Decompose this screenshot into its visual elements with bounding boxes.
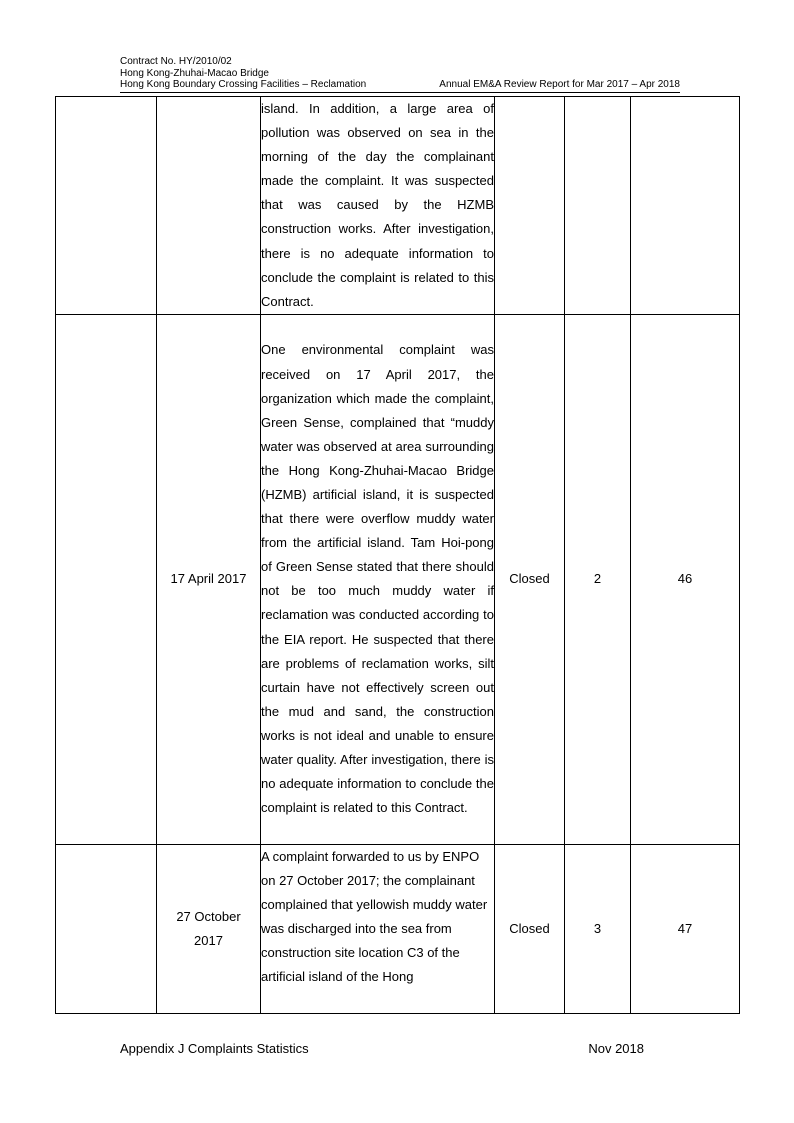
page-header bbox=[120, 56, 680, 93]
table-row bbox=[56, 314, 740, 844]
table-row bbox=[56, 844, 740, 1013]
complaint-date: 17 April 2017 bbox=[157, 314, 261, 844]
complaint-date: 27 October 2017 bbox=[157, 844, 261, 1013]
contract-number: Contract No. HY/2010/02 bbox=[120, 56, 232, 67]
complaint-number: 2 bbox=[565, 314, 631, 844]
complaint-description: A complaint forwarded to us by ENPO on 27 October 2017; the complainant complained that yellowish muddy water was discharged into the sea from construction site location C3 of the artificial island of the Hong bbox=[261, 844, 495, 1013]
row-blank-cell bbox=[56, 97, 157, 315]
complaints-table bbox=[55, 96, 740, 1014]
row-blank-cell bbox=[56, 844, 157, 1013]
complaint-status: Closed bbox=[495, 314, 565, 844]
complaint-status bbox=[495, 97, 565, 315]
complaint-description: One environmental complaint was received on 17 April 2017, the organization which made the complaint, Green Sense, complained that “muddy water was observed at area surrounding the Hong Kong-Zhuhai-Macao Bridge (HZMB) artificial island, it is suspected that there were overflow muddy water from the artificial island. Tam Hoi-pong of Green Sense stated that there should not be too much muddy water if reclamation was conducted according to the EIA report. He suspected that there are problems of reclamation works, silt curtain have not effectively screen out the mud and sand, the construction works is not ideal and unable to ensure water quality. After investigation, there is no adequate information to conclude the complaint is related to this Contract. bbox=[261, 314, 495, 844]
complaint-number bbox=[565, 97, 631, 315]
appendix-title: Appendix J Complaints Statistics bbox=[120, 1041, 309, 1056]
report-title: Annual EM&A Review Report for Mar 2017 – Apr 2018 bbox=[439, 79, 680, 90]
page-footer bbox=[120, 1041, 644, 1056]
complaint-description: island. In addition, a large area of pollution was observed on sea in the morning of the day the complainant made the complaint. It was suspected that was caused by the HZMB construction works. After investigation, there is no adequate information to conclude the complaint is related to this Contract. bbox=[261, 97, 495, 315]
report-date: Nov 2018 bbox=[588, 1041, 644, 1056]
project-name: Hong Kong-Zhuhai-Macao Bridge bbox=[120, 67, 269, 79]
table-row bbox=[56, 97, 740, 315]
header-rule-line bbox=[120, 79, 680, 93]
facility-name: Hong Kong Boundary Crossing Facilities – Reclamation bbox=[120, 79, 367, 90]
complaint-number: 3 bbox=[565, 844, 631, 1013]
complaint-date bbox=[157, 97, 261, 315]
cumulative-total: 46 bbox=[631, 314, 740, 844]
cumulative-total: 47 bbox=[631, 844, 740, 1013]
cumulative-total bbox=[631, 97, 740, 315]
row-blank-cell bbox=[56, 314, 157, 844]
complaint-status: Closed bbox=[495, 844, 565, 1013]
